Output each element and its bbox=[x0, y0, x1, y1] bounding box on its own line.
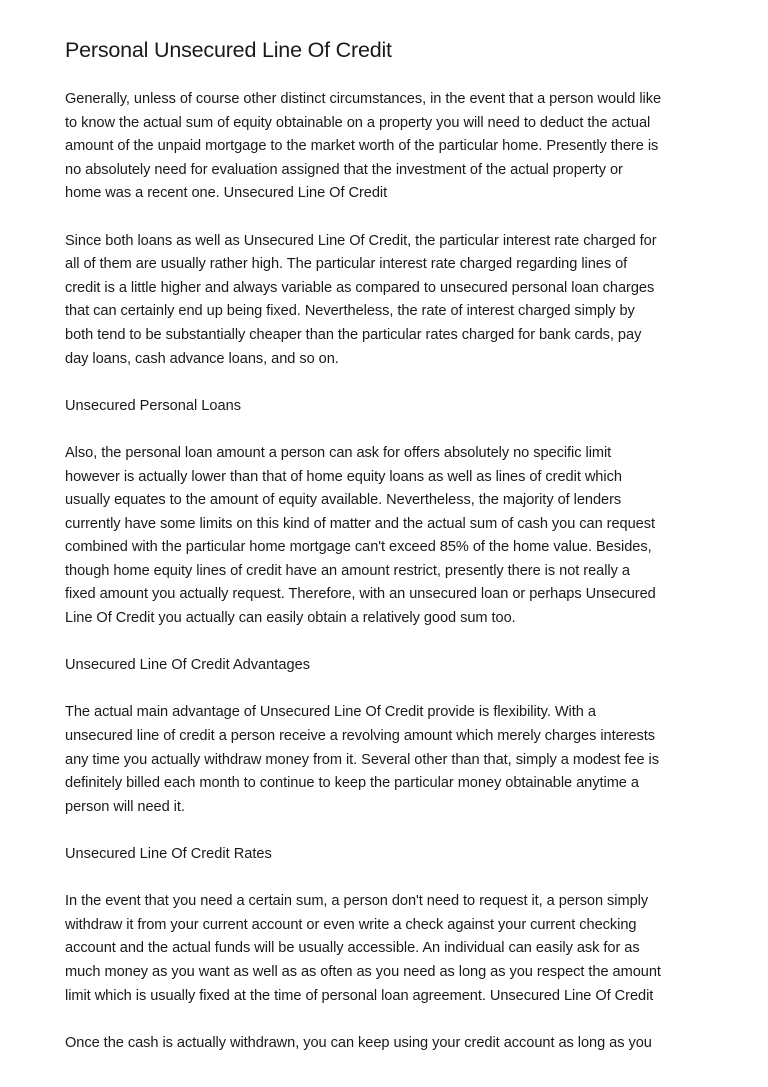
paragraph-line: usually equates to the amount of equity available. Nevertheless, the majority of lenders bbox=[65, 492, 622, 509]
paragraph-line: however is actually lower than that of home equity loans as well as lines of credit which bbox=[65, 468, 622, 485]
paragraph-line: day loans, cash advance loans, and so on. bbox=[65, 350, 339, 367]
paragraph-line: Line Of Credit you actually can easily obtain a relatively good sum too. bbox=[65, 610, 516, 627]
paragraph-line: unsecured line of credit a person receive a revolving amount which merely charges interests bbox=[65, 728, 656, 745]
paragraph-line: all of them are usually rather high. The particular interest rate charged regarding lines of bbox=[65, 256, 628, 273]
paragraph-line: person will need it. bbox=[65, 798, 185, 815]
paragraph-line: combined with the particular home mortgage can't exceed 85% of the home value. Besides, bbox=[65, 539, 652, 556]
paragraph-line: fixed amount you actually request. Therefore, with an unsecured loan or perhaps Unsecured bbox=[65, 586, 656, 603]
paragraph-line: account and the actual funds will be usually accessible. An individual can easily ask for as bbox=[65, 940, 640, 957]
paragraph-line: Also, the personal loan amount a person can ask for offers absolutely no specific limit bbox=[65, 444, 612, 461]
paragraph-line: credit is a little higher and always variable as compared to unsecured personal loan charges bbox=[65, 279, 655, 296]
body-paragraph bbox=[65, 88, 728, 206]
paragraph-line: Generally, unless of course other distinct circumstances, in the event that a person would like bbox=[65, 91, 662, 107]
page-title: Personal Unsecured Line Of Credit bbox=[65, 38, 392, 62]
paragraph-line: much money as you want as well as as often as you need as long as you respect the amount bbox=[65, 963, 661, 980]
body-paragraph bbox=[65, 890, 728, 1008]
paragraph-line: limit which is usually fixed at the time of personal loan agreement. Unsecured Line Of Credit bbox=[65, 987, 654, 1004]
paragraph-line: no absolutely need for evaluation assigned that the investment of the actual property or bbox=[65, 161, 623, 178]
paragraph-line: amount of the unpaid mortgage to the market worth of the particular home. Presently there is bbox=[65, 138, 659, 155]
body-paragraph bbox=[65, 701, 728, 819]
paragraph-line: currently have some limits on this kind of matter and the actual sum of cash you can request bbox=[65, 515, 655, 532]
paragraph-line: though home equity lines of credit have an amount restrict, presently there is not really a bbox=[65, 562, 630, 579]
paragraph-line: both tend to be substantially cheaper than the particular rates charged for bank cards, pay bbox=[65, 326, 642, 343]
body-paragraph bbox=[65, 230, 728, 372]
paragraph-line: Once the cash is actually withdrawn, you can keep using your credit account as long as you bbox=[65, 1034, 652, 1051]
paragraph-line: any time you actually withdraw money from it. Several other than that, simply a modest fee is bbox=[65, 751, 659, 768]
paragraph-line: Since both loans as well as Unsecured Line Of Credit, the particular interest rate charged for bbox=[65, 232, 657, 249]
paragraph-line: withdraw it from your current account or even write a check against your current checking bbox=[65, 916, 637, 933]
section-heading: Unsecured Personal Loans bbox=[65, 397, 242, 414]
body-paragraph bbox=[65, 442, 728, 631]
paragraph-line: The actual main advantage of Unsecured Line Of Credit provide is flexibility. With a bbox=[65, 704, 596, 721]
paragraph-line: definitely billed each month to continue to keep the particular money obtainable anytime a bbox=[65, 775, 639, 792]
paragraph-line: home was a recent one. Unsecured Line Of Credit bbox=[65, 185, 388, 202]
document-body bbox=[65, 88, 728, 1055]
paragraph-line: to know the actual sum of equity obtainable on a property you will need to deduct the actual bbox=[65, 114, 651, 131]
paragraph-line: that can certainly end up being fixed. Nevertheless, the rate of interest charged simply by bbox=[65, 303, 635, 320]
body-paragraph bbox=[65, 1032, 728, 1056]
section-heading: Unsecured Line Of Credit Rates bbox=[65, 846, 272, 862]
paragraph-line: In the event that you need a certain sum, a person don't need to request it, a person simply bbox=[65, 893, 649, 910]
section-heading: Unsecured Line Of Credit Advantages bbox=[65, 657, 310, 674]
